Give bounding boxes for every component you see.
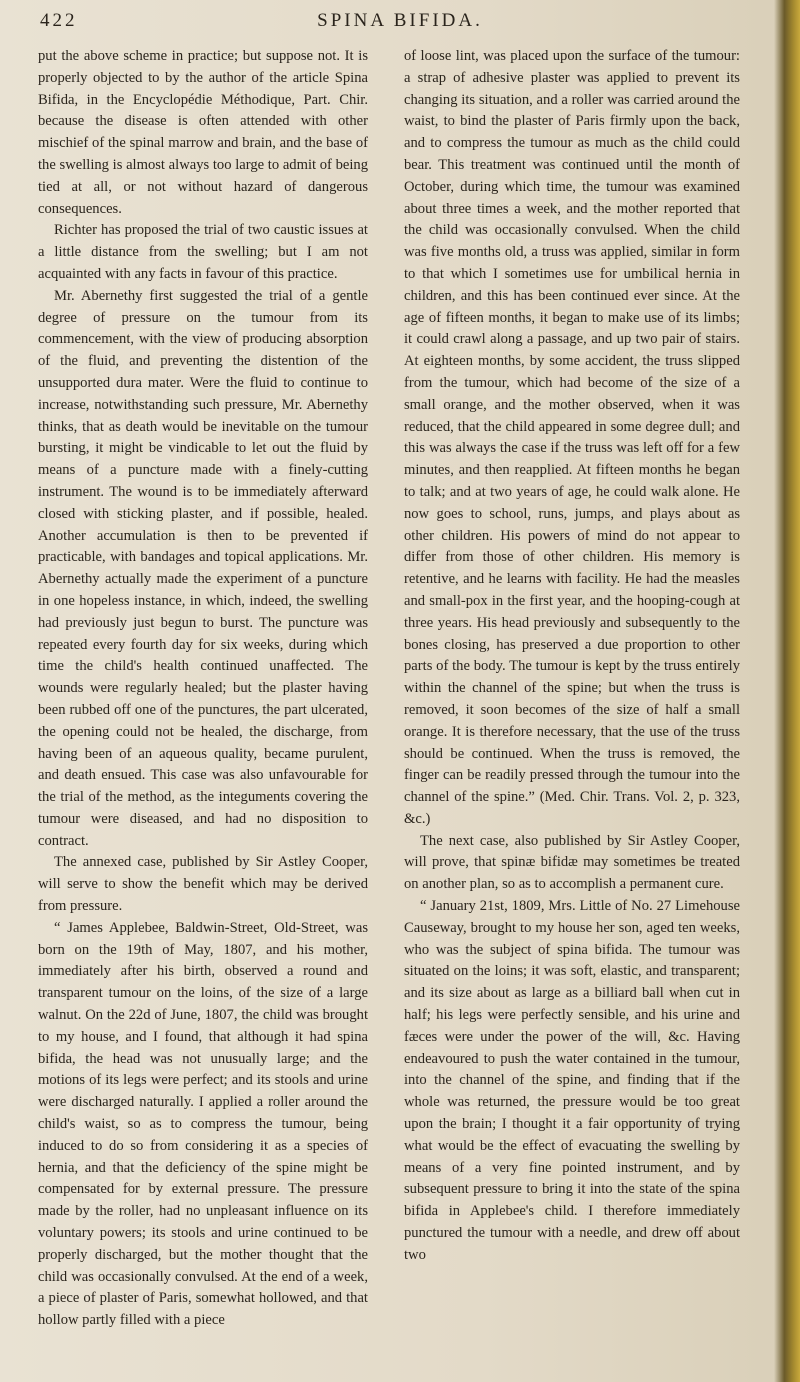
right-column — [404, 46, 740, 1267]
paragraph: “ January 21st, 1809, Mrs. Little of No. 27 Limehouse Causeway, brought to my house her son, aged ten weeks, who was the subject of spina bifida. The tumour was situated on the loins; it was soft, elastic, and transparent; and its size about as large as a billiard ball when cut in half; his legs were perfectly sensible, and his urine and fæces were under the power of the will, &c. Having endeavoured to push the water contained in the tumour, into the channel of the spine, and finding that if the whole was returned, the pressure would be too great upon the brain; I thought it a fair opportunity of trying what would be the effect of evacuating the swelling by means of a very fine pointed instrument, and by subsequent pressure to bring it into the state of the spina bifida in Applebee's child. I therefore immediately punctured the tumour with a needle, and drew off about two — [404, 898, 740, 1263]
paragraph: Richter has proposed the trial of two caustic issues at a little distance from the swelling; but I am not acquainted with any facts in favour of this practice. — [38, 222, 368, 282]
page-number: 422 — [40, 10, 78, 31]
paragraph: The next case, also published by Sir Astley Cooper, will prove, that spinæ bifidæ may sometimes be treated on another plan, so as to accomplish a permanent cure. — [404, 832, 740, 893]
paragraph: Mr. Abernethy first suggested the trial of a gentle degree of pressure on the tumour from its commencement, with the view of producing absorption of the fluid, and preventing the distention of the unsupported dura mater. Were the fluid to continue to increase, notwithstanding such pressure, Mr. Abernethy thinks, that as death would be inevitable on the tumour bursting, it might be vindicable to let out the fluid by means of a puncture made with a finely-cutting instrument. The wound is to be immediately afterward closed with sticking plaster, and if possible, healed. Another accumulation is then to be prevented if practicable, with bandages and topical applications. Mr. Abernethy actually made the experiment of a puncture in one hopeless instance, in which, indeed, the swelling had previously just begun to burst. The puncture was repeated every fourth day for six weeks, during which time the child's health continued unaffected. The wounds were regularly healed; but the plaster having been rubbed off one of the punctures, the part ulcerated, the opening could not be healed, the discharge, from having been of an aqueous quality, became purulent, and death ensued. This case was also unfavourable for the trial of the method, as the integuments covering the tumour were diseased, and had no disposition to contract. — [38, 287, 368, 849]
paragraph: “ James Applebee, Baldwin-Street, Old-Street, was born on the 19th of May, 1807, and his mother, immediately after his birth, observed a round and transparent tumour on the loins, of the size of a large walnut. On the 22d of June, 1807, the child was brought to my house, and I found, that although it had spina bifida, the head was not unusually large; and the motions of its legs were perfect; and its stools and urine were discharged naturally. I applied a roller around the child's waist, so as to compress the tumour, being induced to do so from considering it as a species of hernia, and that the deficiency of the spine might be compensated for by external pressure. The pressure made by the roller, had no unpleasant influence on its voluntary powers; its stools and urine continued to be properly discharged, but the mother thought that the child was occasionally convulsed. At the end of a week, a piece of plaster of Paris, somewhat hollowed, and that hollow partly filled with a piece — [38, 919, 368, 1329]
left-column — [38, 46, 368, 1332]
page-title: SPINA BIFIDA. — [317, 10, 483, 31]
paragraph: The annexed case, published by Sir Astley Cooper, will serve to show the benefit which may be derived from pressure. — [38, 854, 368, 915]
paragraph: put the above scheme in practice; but suppose not. It is properly objected to by the author of the article Spina Bifida, in the Encyclopédie Méthodique, Part. Chir. because the disease is often attended with other mischief of the spinal marrow and brain, and the base of the swelling is almost always too large to admit of being tied at all, or not without hazard of dangerous consequences. — [38, 48, 368, 217]
running-head — [40, 10, 760, 32]
page-edge — [774, 0, 800, 1382]
paragraph: of loose lint, was placed upon the surface of the tumour: a strap of adhesive plaster was applied to prevent its changing its situation, and a roller was carried around the waist, to bind the plaster of Paris firmly upon the back, and to compress the tumour as much as the child could bear. This treatment was continued until the month of October, during which time, the tumour was examined about three times a week, and the mother reported that the child was occasionally convulsed. When the child was five months old, a truss was applied, similar in form to that which I sometimes use for umbilical hernia in children, and this has been continued ever since. At the age of fifteen months, it began to make use of its limbs; it could crawl along a passage, and up two pair of stairs. At eighteen months, by some accident, the truss slipped from the tumour, which had become of the size of a small orange, and the mother observed, when it was reduced, that the child appeared in some degree dull; and this was always the case if the truss was left off for a few minutes, and then reapplied. At fifteen months he began to talk; and at two years of age, he could walk alone. He now goes to school, runs, jumps, and plays about as other children. His powers of mind do not appear to differ from those of other children. His memory is retentive, and he learns with facility. He had the measles and small-pox in the first year, and the hooping-cough at three years. His head previously and subsequently to the bones closing, has preserved a due proportion to other parts of the body. The tumour is kept by the truss entirely within the channel of the spine; but when the truss is removed, it soon becomes of the size of half a small orange. It is therefore necessary, that the use of the truss should be continued. When the truss is removed, the finger can be readily pressed through the tumour into the channel of the spine.” (Med. Chir. Trans. Vol. 2, p. 323, &c.) — [404, 48, 740, 827]
